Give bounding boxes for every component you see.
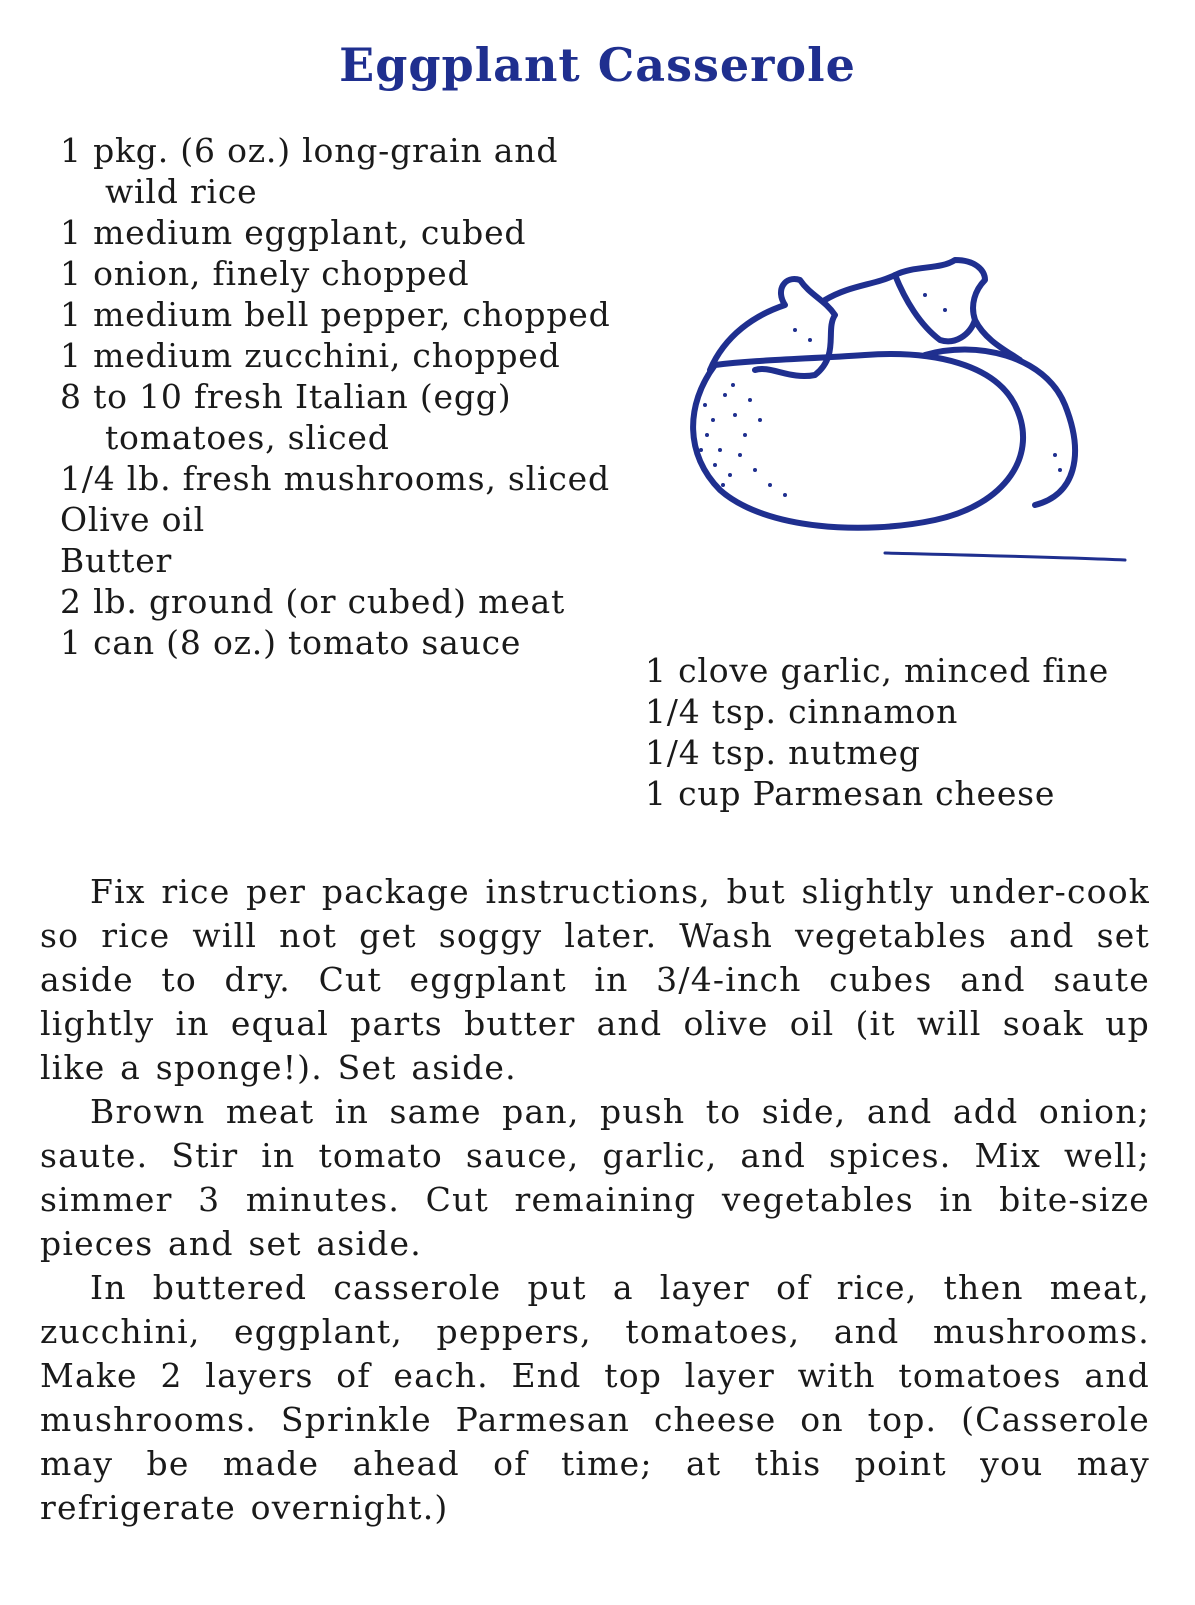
- ingredient-item: 2 lb. ground (or cubed) meat: [60, 582, 566, 621]
- eggplant-illustration: [675, 255, 1135, 575]
- recipe-title: Eggplant Casserole: [339, 38, 856, 92]
- ingredient-item: 1 medium zucchini, chopped: [60, 336, 561, 375]
- ingredient-item: 8 to 10 fresh Italian (egg) tomatoes, sliced: [60, 377, 512, 457]
- ingredient-list-left: [60, 130, 640, 663]
- direction-paragraph: Brown meat in same pan, push to side, and add onion; saute. Stir in tomato sauce, garlic, and spices. Mix well; simmer 3 minutes. Cut remaining vegetables in bite-size pieces and set aside.: [40, 1092, 1150, 1263]
- ingredient-item: 1 can (8 oz.) tomato sauce: [60, 623, 522, 662]
- ingredient-item: Butter: [60, 541, 173, 580]
- ingredient-list-right: [645, 650, 1165, 814]
- directions: [40, 870, 1150, 1530]
- ingredient-item: 1 clove garlic, minced fine: [645, 651, 1110, 690]
- ingredient-item: Olive oil: [60, 500, 206, 539]
- ingredient-item: 1 medium bell pepper, chopped: [60, 295, 611, 334]
- ingredient-item: 1 medium eggplant, cubed: [60, 213, 527, 252]
- ingredient-item: 1 pkg. (6 oz.) long-grain and wild rice: [60, 131, 559, 211]
- ingredient-item: 1/4 tsp. nutmeg: [645, 733, 921, 772]
- ingredient-item: 1 onion, finely chopped: [60, 254, 470, 293]
- ingredient-item: 1/4 tsp. cinnamon: [645, 692, 959, 731]
- ingredient-item: 1 cup Parmesan cheese: [645, 774, 1056, 813]
- ingredient-item: 1/4 lb. fresh mushrooms, sliced: [60, 459, 610, 498]
- direction-paragraph: In buttered casserole put a layer of rice, then meat, zucchini, eggplant, peppers, tomatoes, and mushrooms. Make 2 layers of each. End top layer with tomatoes and mushrooms. Sprinkle Parmesan cheese on top. (Casserole may be made ahead of time; at this point you may refrigerate overnight.): [40, 1268, 1150, 1527]
- direction-paragraph: Fix rice per package instructions, but slightly under-cook so rice will not get soggy later. Wash vegetables and set aside to dry. Cut eggplant in 3/4-inch cubes and saute lightly in equal parts butter and olive oil (it will soak up like a sponge!). Set aside.: [40, 872, 1150, 1087]
